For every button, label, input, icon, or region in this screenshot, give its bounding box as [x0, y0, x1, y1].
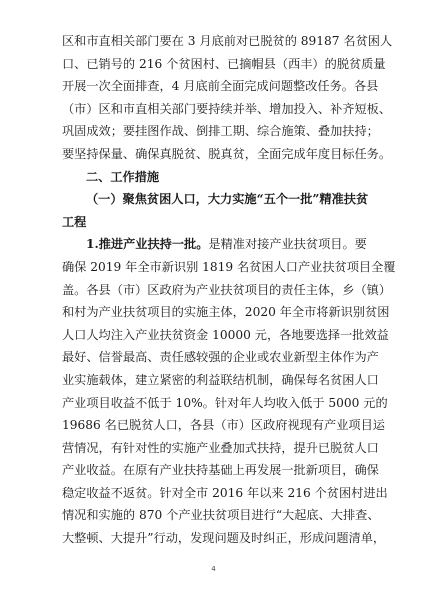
item1-line-12: 稳定收益不返贫。针对全市 2016 年以来 216 个贫困村进出: [62, 485, 388, 500]
item1-line-9: 19686 名已脱贫人口，各县（市）区政府视现有产业项目运: [62, 418, 385, 433]
intro-line-3: 开展一次全面排查，4 月底前全面完成问题整改任务。各县: [62, 79, 379, 94]
intro-line-2: 口、已销号的 216 个贫困村、已摘帽县（西丰）的脱贫质量: [62, 56, 386, 71]
item1-line-10: 营情况，有针对性的实施产业叠加式扶持，提升已脱贫人口: [62, 440, 379, 455]
subsection-heading-line-2: 工程: [62, 214, 87, 229]
page-number: 4: [211, 565, 216, 573]
item1-line-5: 人口人均注入产业扶贫资金 10000 元，各地要选择一批效益: [62, 327, 389, 342]
item1-line-2: 确保 2019 年全市新识别 1819 名贫困人口产业扶贫项目全覆: [62, 259, 396, 274]
item1-line-14: 大整顿、大提升”行动，发现问题及时纠正，形成问题清单，: [62, 531, 386, 546]
document-body: [62, 30, 396, 550]
item1-line-6: 最好、信誉最高、责任感较强的企业或农业新型主体作为产: [62, 350, 379, 365]
item1-line-1: 是精准对接产业扶贫项目。要: [208, 237, 367, 252]
item1-first-line: [62, 233, 366, 256]
intro-line-1: 区和市直相关部门要在 3 月底前对已脱贫的 89187 名贫困人: [62, 34, 393, 48]
intro-line-5: 巩固成效；要挂图作战、倒排工期、综合施策、叠加扶持；: [62, 124, 379, 139]
intro-line-6: 要坚持保量、确保真脱贫、脱真贫，全面完成年度目标任务。: [62, 146, 392, 161]
item1-lead: 1.推进产业扶持一批。: [86, 237, 209, 252]
item1-line-4: 和村为产业扶贫项目的实施主体，2020 年全市将新识别贫困: [62, 305, 390, 320]
intro-line-4: （市）区和市直相关部门要持续并举、增加投入、补齐短板、: [62, 101, 392, 116]
item1-line-13: 情况和实施的 870 个产业扶贫项目进行“大起底、大排查、: [62, 508, 380, 523]
item1-line-11: 产业收益。在原有产业扶持基础上再发展一批新项目，确保: [62, 463, 379, 478]
item1-line-8: 产业项目收益不低于 10%。针对年人均收入低于 5000 元的: [62, 395, 388, 410]
item1-line-7: 业实施载体，建立紧密的利益联结机制，确保每名贫困人口: [62, 372, 379, 387]
subsection-heading-line-1: （一）聚焦贫困人口，大力实施“五个一批”精准扶贫: [86, 192, 369, 207]
item1-line-3: 盖。各县（市）区政府为产业扶贫项目的责任主体，乡（镇）: [62, 282, 392, 297]
section-heading: 二、工作措施: [86, 169, 160, 184]
